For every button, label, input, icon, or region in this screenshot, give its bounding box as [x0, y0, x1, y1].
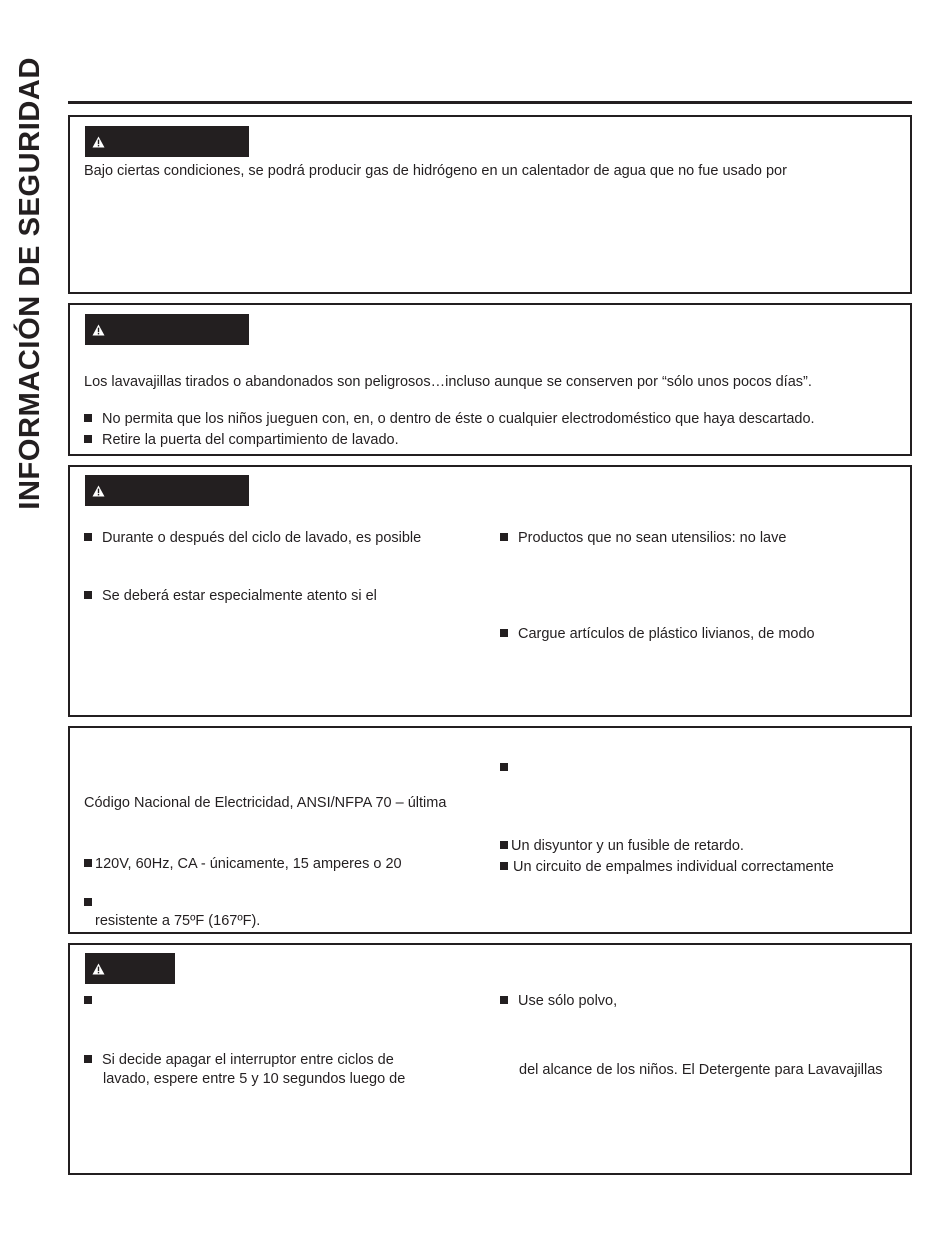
bullet-square-icon	[84, 996, 92, 1004]
bullet-square-icon	[500, 862, 508, 870]
list-item: Un disyuntor y un fusible de retardo.	[500, 836, 744, 856]
list-item: Use sólo polvo,	[500, 991, 617, 1011]
list-item	[84, 893, 102, 913]
list-item-continuation: lavado, espere entre 5 y 10 segundos luego de	[103, 1071, 406, 1087]
wire-rating-text: resistente a 75ºF (167ºF).	[95, 913, 261, 929]
list-item: Un circuito de empalmes individual correctamente	[500, 857, 834, 877]
warning-label-bar	[85, 314, 249, 345]
warning-box-burn	[68, 465, 912, 717]
electrical-requirements-box	[68, 726, 912, 934]
list-item: Retire la puerta del compartimiento de lavado.	[84, 430, 399, 450]
list-item: Se deberá estar especialmente atento si el	[84, 586, 377, 606]
list-item: Durante o después del ciclo de lavado, es posible	[84, 528, 421, 548]
warning-triangle-icon	[92, 963, 105, 975]
warning-box-detergent	[68, 943, 912, 1175]
warning-label-bar	[85, 126, 249, 157]
hydrogen-warning-text: Bajo ciertas condiciones, se podrá producir gas de hidrógeno en un calentador de agua que no fue usado por	[84, 163, 787, 179]
bullet-square-icon	[500, 996, 508, 1004]
detergent-warning-text: del alcance de los niños. El Detergente para Lavavajillas	[519, 1062, 883, 1078]
abandoned-intro-text: Los lavavajillas tirados o abandonados son peligrosos…incluso aunque se conserven por “sólo unos pocos días”.	[84, 374, 812, 390]
list-item	[500, 758, 518, 778]
warning-triangle-icon	[92, 485, 105, 497]
warning-label-bar	[85, 475, 249, 506]
warning-label-bar	[85, 953, 175, 984]
side-title-text: INFORMACIÓN DE SEGURIDAD	[13, 56, 46, 510]
bullet-square-icon	[500, 629, 508, 637]
list-item: Productos que no sean utensilios: no lave	[500, 528, 786, 548]
warning-box-hydrogen	[68, 115, 912, 294]
bullet-square-icon	[84, 533, 92, 541]
bullet-square-icon	[84, 859, 92, 867]
bullet-square-icon	[84, 1055, 92, 1063]
bullet-square-icon	[84, 591, 92, 599]
bullet-square-icon	[500, 533, 508, 541]
side-title	[12, 40, 48, 526]
bullet-square-icon	[84, 898, 92, 906]
bullet-square-icon	[500, 763, 508, 771]
list-item: 120V, 60Hz, CA - únicamente, 15 amperes o 20	[84, 854, 402, 874]
list-item: No permita que los niños jueguen con, en, o dentro de éste o cualquier electrodoméstico que haya descartado.	[84, 409, 815, 429]
list-item: Si decide apagar el interruptor entre ciclos de	[84, 1050, 394, 1070]
bullet-square-icon	[84, 414, 92, 422]
top-divider	[68, 101, 912, 104]
bullet-square-icon	[500, 841, 508, 849]
electrical-code-text: Código Nacional de Electricidad, ANSI/NFPA 70 – última	[84, 795, 447, 811]
list-item: Cargue artículos de plástico livianos, de modo	[500, 624, 815, 644]
warning-triangle-icon	[92, 324, 105, 336]
warning-triangle-icon	[92, 136, 105, 148]
list-item	[84, 991, 102, 1011]
warning-box-abandoned	[68, 303, 912, 456]
bullet-square-icon	[84, 435, 92, 443]
